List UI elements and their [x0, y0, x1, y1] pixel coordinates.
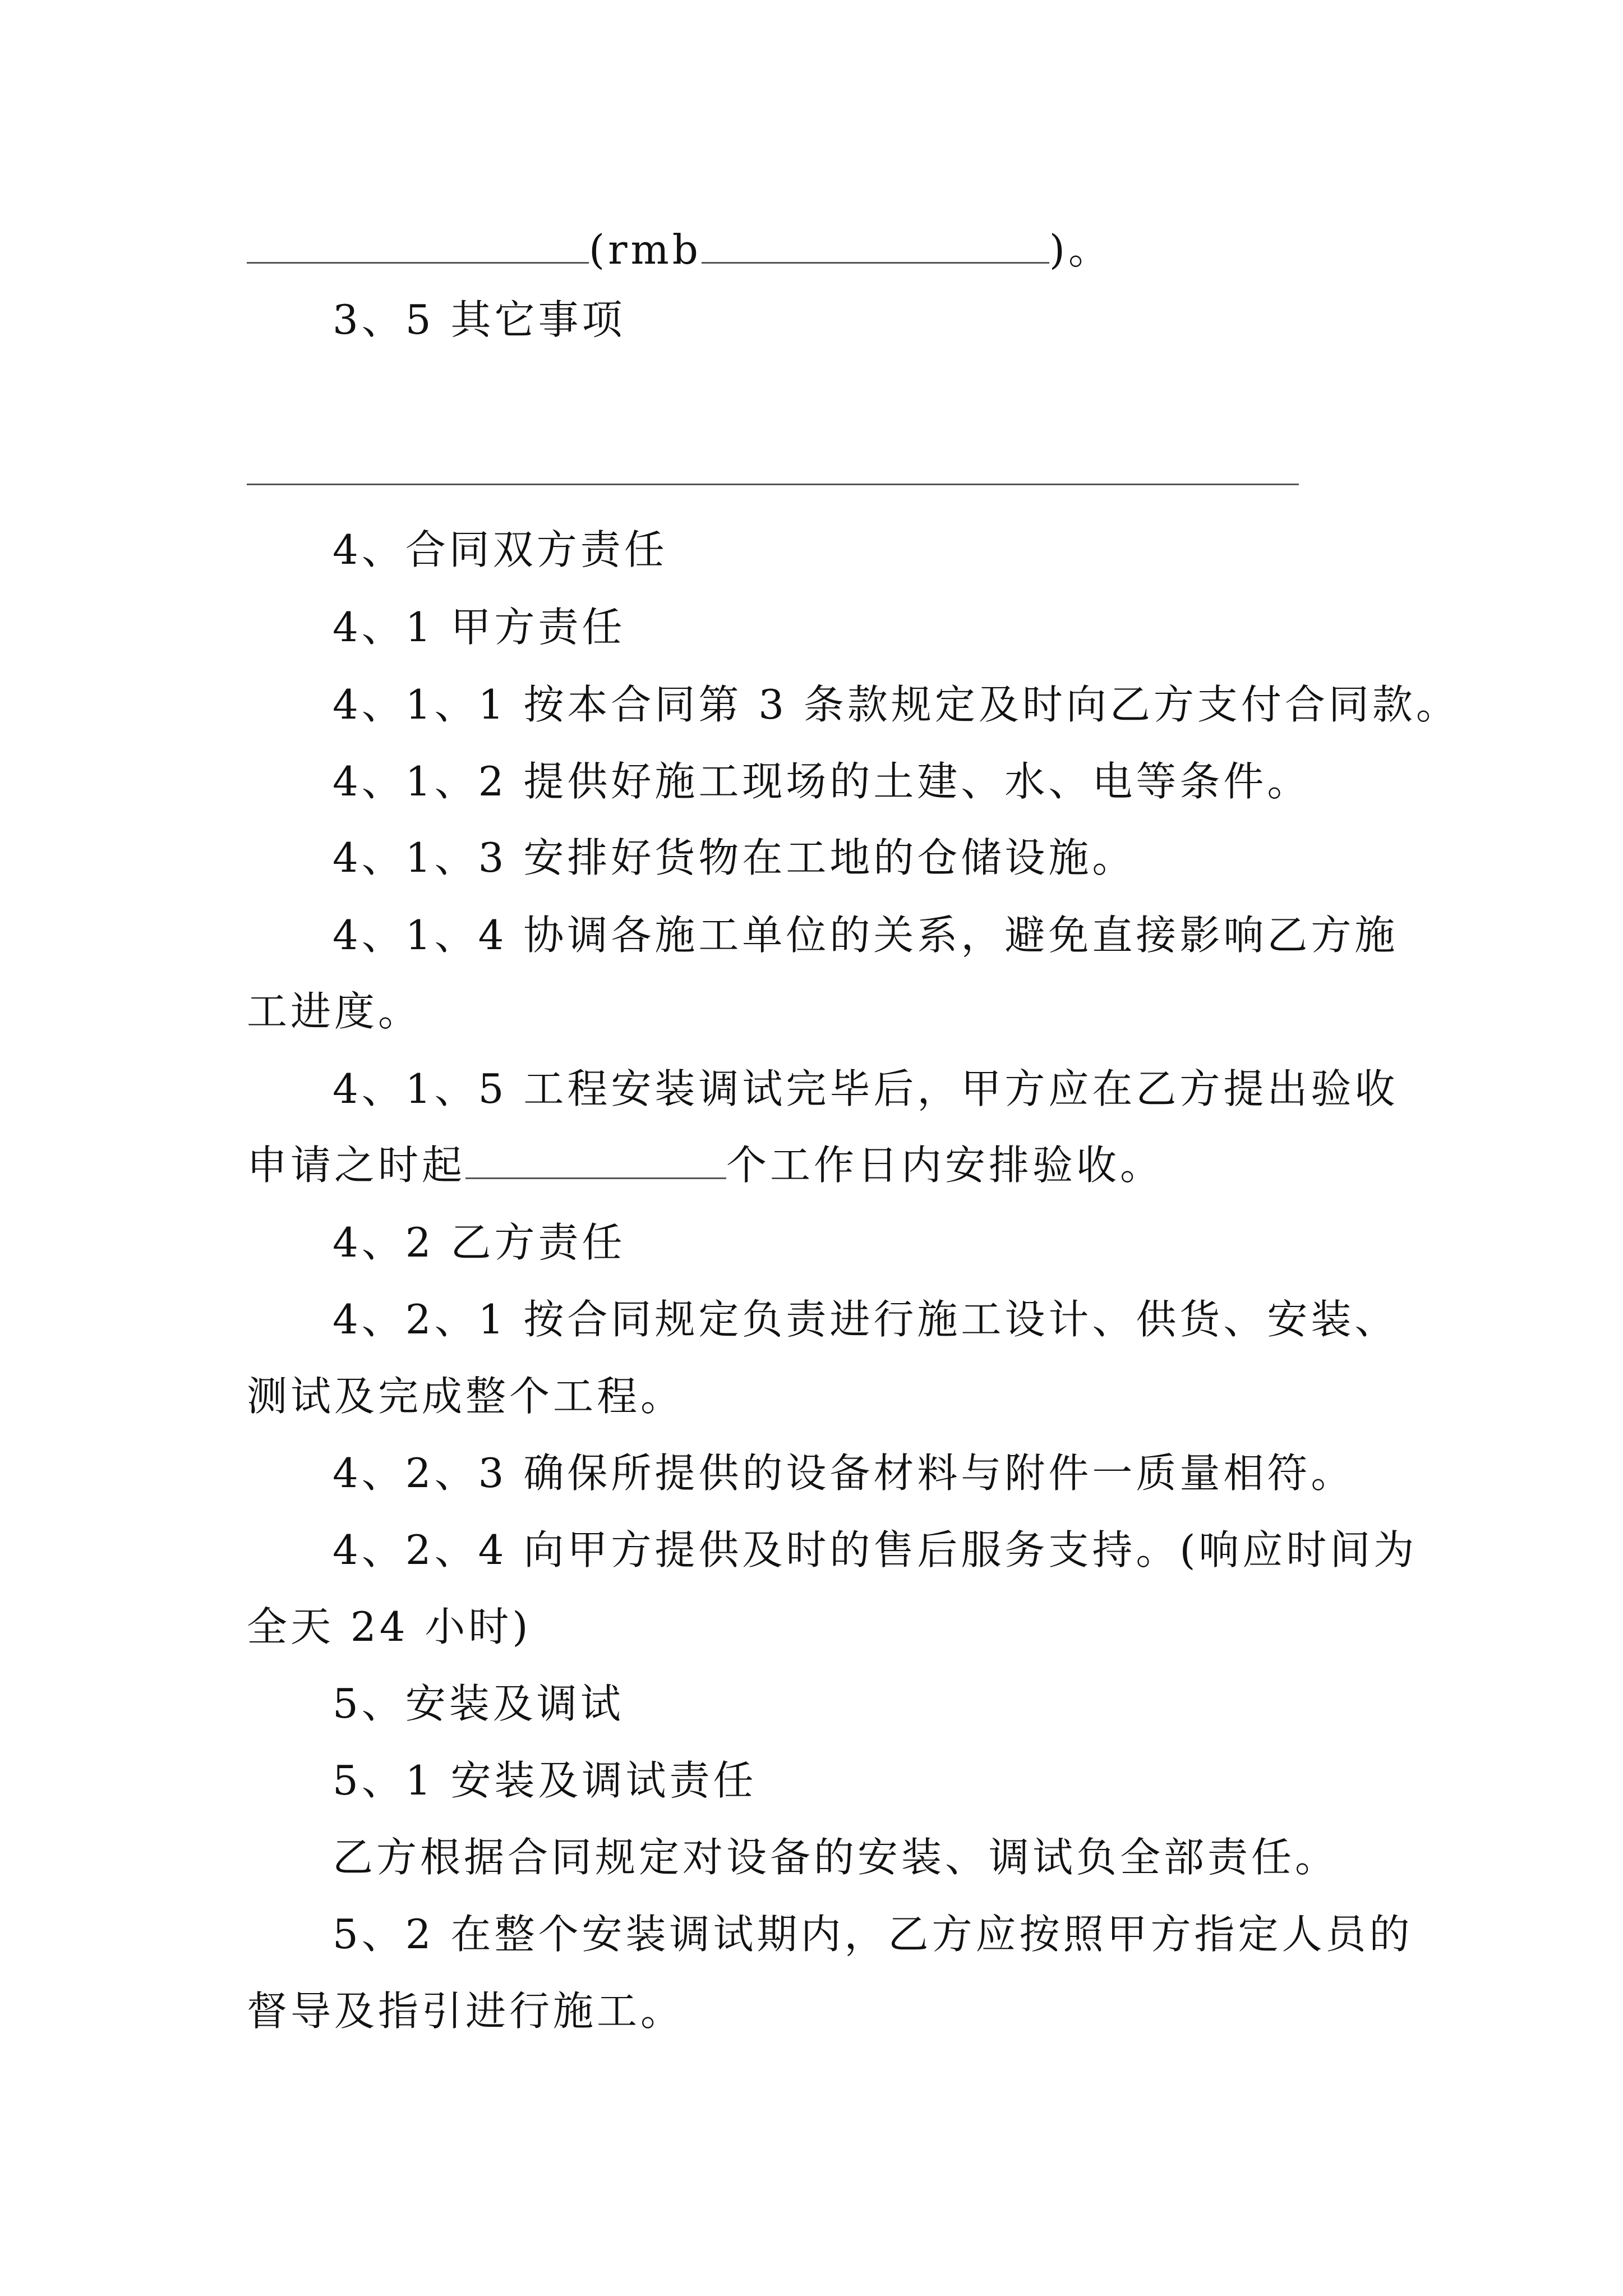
section-heading: 3、5 其它事项 [333, 296, 626, 343]
paragraph-line: 4、2、3 确保所提供的设备材料与附件一质量相符。 [333, 1450, 1355, 1497]
paragraph-line: 测试及完成整个工程。 [247, 1373, 685, 1420]
paragraph-line: 全天 24 小时) [247, 1603, 532, 1650]
paragraph-line: 督导及指引进行施工。 [247, 1987, 685, 2035]
section-heading: 5、安装及调试 [333, 1680, 624, 1727]
text-line [247, 222, 1112, 278]
paragraph-line: 4、1、4 协调各施工单位的关系，避免直接影响乙方施 [333, 912, 1399, 959]
fill-in-line [247, 484, 1299, 485]
text-fragment: 申请之时起 [247, 1142, 466, 1189]
paragraph-line: 4、2、4 向甲方提供及时的售后服务支持。(响应时间为 [333, 1526, 1418, 1573]
paragraph-line: 4、1、2 提供好施工现场的土建、水、电等条件。 [333, 758, 1311, 805]
paragraph-line: 4、1、1 按本合同第 3 条款规定及时向乙方支付合同款。 [333, 681, 1460, 728]
text-fragment: 个工作日内安排验收。 [726, 1142, 1164, 1189]
fill-in-blank [465, 1143, 726, 1179]
section-heading: 4、1 甲方责任 [333, 604, 626, 651]
fill-in-blank [702, 227, 1049, 264]
section-heading: 4、合同双方责任 [333, 526, 668, 573]
section-heading: 5、1 安装及调试责任 [333, 1757, 757, 1804]
paragraph-line: 4、1、3 安排好货物在工地的仓储设施。 [333, 834, 1136, 881]
text-line [247, 1137, 1164, 1193]
section-heading: 4、2 乙方责任 [333, 1219, 626, 1266]
paragraph-line: 4、1、5 工程安装调试完毕后，甲方应在乙方提出验收 [333, 1065, 1399, 1112]
paragraph-line: 4、2、1 按合同规定负责进行施工设计、供货、安装、 [333, 1296, 1399, 1343]
paragraph-line: 工进度。 [247, 988, 422, 1035]
text-fragment: )。 [1049, 226, 1112, 273]
paragraph-line: 5、2 在整个安装调试期内，乙方应按照甲方指定人员的 [333, 1911, 1413, 1958]
paragraph-line: 乙方根据合同规定对设备的安装、调试负全部责任。 [333, 1834, 1339, 1881]
text-fragment: (rmb [589, 226, 702, 273]
fill-in-blank [247, 227, 589, 264]
